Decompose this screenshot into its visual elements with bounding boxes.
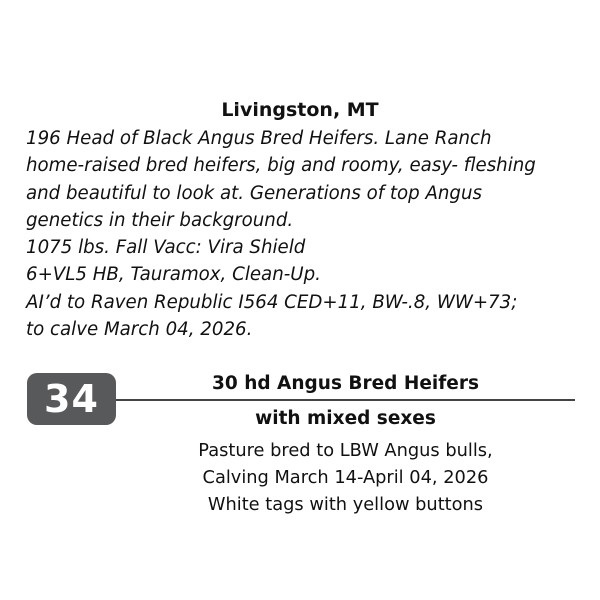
lot-title: 30 hd Angus Bred Heifers (212, 373, 479, 394)
lot-detail-line: Calving March 14-April 04, 2026 (202, 467, 489, 488)
description-line: AI’d to Raven Republic I564 CED+11, BW-.8, WW+73; (26, 291, 518, 313)
lot-detail-line: Pasture bred to LBW Angus bulls, (198, 440, 493, 461)
description-line: to calve March 04, 2026. (26, 319, 253, 341)
lot-subtitle: with mixed sexes (255, 408, 436, 429)
listing-description (26, 125, 591, 343)
lot-detail-line: White tags with yellow buttons (207, 494, 484, 515)
listing-location: Livingston, MT (221, 99, 379, 121)
description-line: 6+VL5 HB, Tauramox, Clean-Up. (26, 264, 321, 286)
lot-details (116, 437, 575, 518)
description-line: 1075 lbs. Fall Vacc: Vira Shield (26, 237, 306, 259)
description-line: genetics in their background. (26, 209, 294, 231)
description-line: 196 Head of Black Angus Bred Heifers. Lane Ranch (26, 128, 492, 149)
description-line: home-raised bred heifers, big and roomy, easy- fleshing (26, 155, 536, 177)
lot-number-badge: 34 (27, 373, 116, 425)
description-line: and beautiful to look at. Generations of top Angus (26, 182, 482, 204)
lot-divider (114, 399, 575, 401)
